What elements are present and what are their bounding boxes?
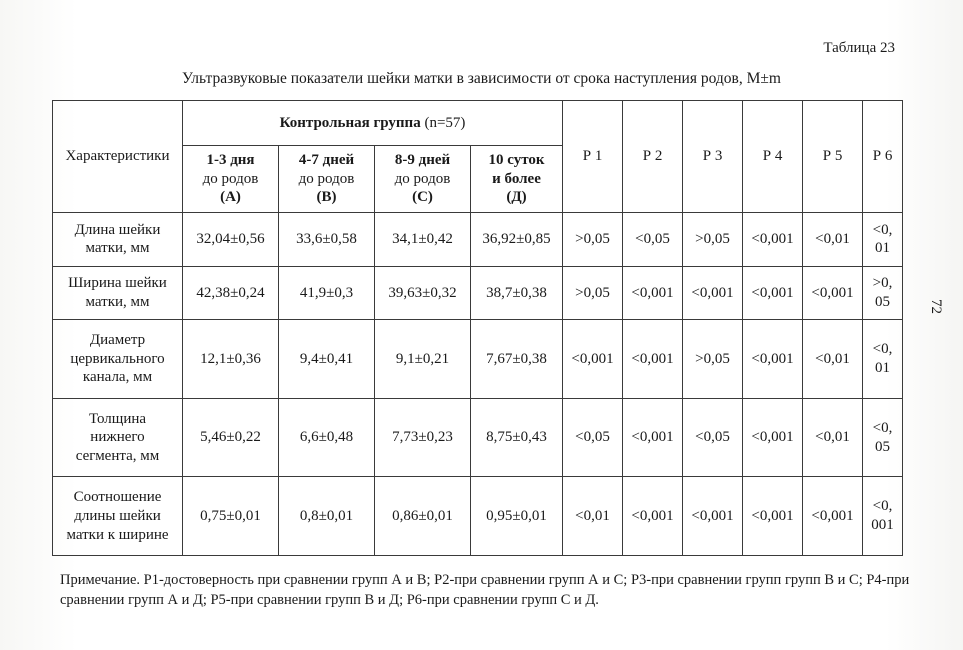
value-cell-a: 42,38±0,24 <box>183 266 279 320</box>
header-subgroup-a <box>183 146 279 213</box>
p6-line: 05 <box>875 294 891 310</box>
value-cell-c: 34,1±0,42 <box>375 213 471 267</box>
p5-cell: <0,01 <box>803 398 863 477</box>
value-cell-a: 5,46±0,22 <box>183 398 279 477</box>
characteristic-line: матки, мм <box>85 294 150 310</box>
p6-line: >0, <box>872 275 893 292</box>
header-subgroup-c <box>375 146 471 213</box>
subgroup-qualifier: и более <box>492 170 541 187</box>
subgroup-code: (А) <box>220 189 241 206</box>
subgroup-code: (Д) <box>506 189 527 206</box>
p6-line: 001 <box>871 517 894 534</box>
header-p4: Р 4 <box>743 101 803 213</box>
table-body <box>53 213 903 556</box>
header-control-group-title: Контрольная группа <box>279 114 421 131</box>
table-caption: Ультразвуковые показатели шейки матки в зависимости от срока наступления родов, M±m <box>182 70 781 87</box>
p2-cell: <0,001 <box>623 320 683 399</box>
p6-cell <box>863 320 903 399</box>
value-cell-d: 0,95±0,01 <box>471 477 563 556</box>
row-characteristic <box>53 398 183 477</box>
p1-cell: <0,05 <box>563 398 623 477</box>
header-control-group <box>183 101 563 146</box>
table-row <box>53 266 903 320</box>
subgroup-qualifier: до родов <box>394 170 451 187</box>
row-characteristic <box>53 213 183 267</box>
p2-cell: <0,001 <box>623 266 683 320</box>
table-row <box>53 320 903 399</box>
p4-cell: <0,001 <box>743 213 803 267</box>
value-cell-c: 39,63±0,32 <box>375 266 471 320</box>
characteristic-line: нижнего <box>90 429 145 446</box>
p6-cell <box>863 477 903 556</box>
p4-cell: <0,001 <box>743 398 803 477</box>
p3-cell: <0,001 <box>683 266 743 320</box>
p6-line: 01 <box>875 360 891 377</box>
p2-cell: <0,001 <box>623 398 683 477</box>
p1-cell: >0,05 <box>563 266 623 320</box>
value-cell-b: 9,4±0,41 <box>279 320 375 399</box>
p3-cell: >0,05 <box>683 320 743 399</box>
p2-cell: <0,001 <box>623 477 683 556</box>
header-subgroup-d <box>471 146 563 213</box>
characteristic-line: длины шейки <box>74 507 161 524</box>
characteristic-line: Диаметр <box>89 331 146 348</box>
p5-cell: <0,01 <box>803 213 863 267</box>
row-characteristic <box>53 477 183 556</box>
p5-cell: <0,01 <box>803 320 863 399</box>
table-number-label: Таблица 23 <box>823 40 895 56</box>
value-cell-d: 7,67±0,38 <box>471 320 563 399</box>
p6-line: <0, <box>872 341 893 358</box>
value-cell-a: 32,04±0,56 <box>183 213 279 267</box>
subgroup-qualifier: до родов <box>202 170 259 187</box>
value-cell-b: 33,6±0,58 <box>279 213 375 267</box>
row-characteristic <box>53 320 183 399</box>
row-characteristic <box>53 266 183 320</box>
p6-line: <0, <box>872 498 893 515</box>
header-p2: Р 2 <box>623 101 683 213</box>
p6-line: 05 <box>875 438 891 455</box>
header-control-group-n: (n=57) <box>424 114 466 131</box>
table-row <box>53 398 903 477</box>
characteristic-line: Длина шейки <box>74 221 161 238</box>
p6-cell <box>863 398 903 477</box>
characteristic-line: Толщина <box>88 410 147 427</box>
characteristic-line: матки к ширине <box>66 526 169 543</box>
value-cell-b: 0,8±0,01 <box>279 477 375 556</box>
characteristic-line: сегмента, мм <box>75 448 160 465</box>
p1-cell: <0,001 <box>563 320 623 399</box>
p1-cell: >0,05 <box>563 213 623 267</box>
value-cell-c: 0,86±0,01 <box>375 477 471 556</box>
subgroup-period: 10 суток <box>488 151 545 168</box>
header-row-group <box>53 101 903 146</box>
ultrasound-data-table <box>52 100 903 556</box>
p2-cell: <0,05 <box>623 213 683 267</box>
header-p3: Р 3 <box>683 101 743 213</box>
table-row <box>53 477 903 556</box>
header-subgroup-b <box>279 146 375 213</box>
subgroup-period: 1-3 дня <box>206 151 255 168</box>
p4-cell: <0,001 <box>743 477 803 556</box>
characteristic-line: матки, мм <box>85 240 150 257</box>
characteristic-line: цервикального <box>70 350 165 367</box>
value-cell-c: 7,73±0,23 <box>375 398 471 477</box>
subgroup-qualifier: до родов <box>298 170 355 187</box>
p5-cell: <0,001 <box>803 477 863 556</box>
p6-cell <box>863 266 903 320</box>
subgroup-code: (С) <box>412 189 433 206</box>
characteristic-line: канала, мм <box>82 369 153 386</box>
value-cell-a: 0,75±0,01 <box>183 477 279 556</box>
table-footnote: Примечание. Р1-достоверность при сравнении групп А и В; Р2-при сравнении групп А и С; Р3-при сравнении групп групп В и С; Р4-при сравнении групп А и Д; Р5-при сравнении групп В и Д; Р6-при сравнении групп С и Д. <box>60 572 910 609</box>
subgroup-period: 8-9 дней <box>394 151 451 168</box>
header-characteristics: Характеристики <box>53 101 183 213</box>
p4-cell: <0,001 <box>743 266 803 320</box>
header-p5: Р 5 <box>803 101 863 213</box>
value-cell-d: 38,7±0,38 <box>471 266 563 320</box>
p6-line: <0, <box>872 221 893 238</box>
value-cell-d: 8,75±0,43 <box>471 398 563 477</box>
p6-line: 01 <box>875 240 891 257</box>
table-row <box>53 213 903 267</box>
value-cell-b: 41,9±0,3 <box>279 266 375 320</box>
p5-cell: <0,001 <box>803 266 863 320</box>
p3-cell: <0,05 <box>683 398 743 477</box>
p3-cell: <0,001 <box>683 477 743 556</box>
subgroup-code: (В) <box>316 189 337 206</box>
header-p6: Р 6 <box>863 101 903 213</box>
p1-cell: <0,01 <box>563 477 623 556</box>
characteristic-line: Соотношение <box>73 489 162 506</box>
page-number: 72 <box>928 299 944 314</box>
p6-line: <0, <box>872 419 893 436</box>
characteristic-line: Ширина шейки <box>68 275 167 292</box>
p3-cell: >0,05 <box>683 213 743 267</box>
p4-cell: <0,001 <box>743 320 803 399</box>
value-cell-b: 6,6±0,48 <box>279 398 375 477</box>
header-p1: Р 1 <box>563 101 623 213</box>
value-cell-d: 36,92±0,85 <box>471 213 563 267</box>
subgroup-period: 4-7 дней <box>298 151 355 168</box>
value-cell-a: 12,1±0,36 <box>183 320 279 399</box>
value-cell-c: 9,1±0,21 <box>375 320 471 399</box>
p6-cell <box>863 213 903 267</box>
